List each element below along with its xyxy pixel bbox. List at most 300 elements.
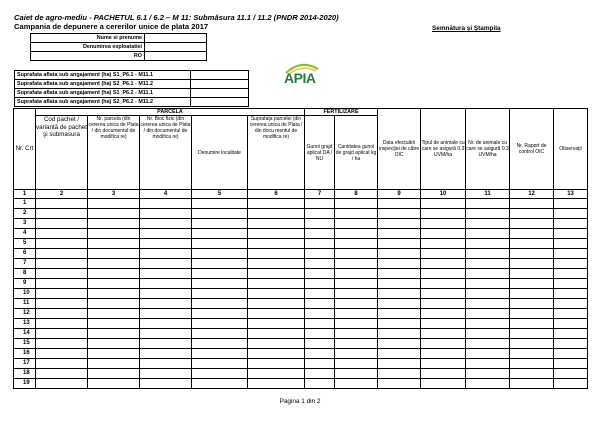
table-cell[interactable] [88,319,140,329]
table-cell[interactable] [510,199,554,209]
table-cell[interactable] [248,219,305,229]
table-cell[interactable] [554,229,588,239]
table-cell[interactable] [421,279,466,289]
table-cell[interactable] [140,259,192,269]
table-cell[interactable] [466,269,510,279]
table-row [14,319,588,329]
table-cell[interactable] [335,309,378,319]
table-cell[interactable] [192,359,248,369]
table-cell[interactable] [466,209,510,219]
table-row [14,209,588,219]
table-cell[interactable] [305,209,335,219]
row-number: 7 [14,259,36,269]
table-cell[interactable] [36,249,88,259]
table-cell[interactable] [335,319,378,329]
ro-field[interactable] [145,52,207,61]
table-cell[interactable] [378,249,421,259]
column-number: 3 [88,190,140,199]
table-cell[interactable] [421,239,466,249]
table-cell[interactable] [378,319,421,329]
table-cell[interactable] [335,219,378,229]
table-cell[interactable] [510,279,554,289]
table-cell[interactable] [335,289,378,299]
table-cell[interactable] [305,339,335,349]
table-cell[interactable] [421,329,466,339]
table-cell[interactable] [466,229,510,239]
surface-field[interactable] [191,89,249,98]
table-cell[interactable] [305,319,335,329]
table-cell[interactable] [510,369,554,379]
table-cell[interactable] [466,279,510,289]
table-cell[interactable] [510,219,554,229]
table-cell[interactable] [36,349,88,359]
table-cell[interactable] [378,359,421,369]
table-cell[interactable] [305,249,335,259]
surface-label: Suprafata aflata sub angajament (ha) S2_P6.2 - M11.2 [15,98,191,107]
table-cell[interactable] [554,299,588,309]
table-cell[interactable] [378,229,421,239]
table-cell[interactable] [88,309,140,319]
table-cell[interactable] [554,289,588,299]
table-cell[interactable] [36,299,88,309]
table-row [14,199,588,209]
table-cell[interactable] [554,219,588,229]
row-number: 19 [14,379,36,389]
table-cell[interactable] [140,249,192,259]
table-cell[interactable] [88,229,140,239]
table-row [14,289,588,299]
table-cell[interactable] [248,249,305,259]
table-cell[interactable] [335,259,378,269]
table-cell[interactable] [192,279,248,289]
table-cell[interactable] [335,229,378,239]
table-cell[interactable] [88,339,140,349]
table-cell[interactable] [36,379,88,389]
row-number: 15 [14,339,36,349]
table-row [14,329,588,339]
table-cell[interactable] [88,249,140,259]
table-cell[interactable] [335,299,378,309]
table-cell[interactable] [335,369,378,379]
table-cell[interactable] [378,239,421,249]
table-cell[interactable] [305,259,335,269]
table-cell[interactable] [88,379,140,389]
table-cell[interactable] [248,379,305,389]
table-cell[interactable] [140,269,192,279]
table-cell[interactable] [192,349,248,359]
table-cell[interactable] [378,329,421,339]
farm-name-field[interactable] [145,43,207,52]
table-cell[interactable] [140,289,192,299]
table-cell[interactable] [140,349,192,359]
table-cell[interactable] [305,349,335,359]
table-row [14,239,588,249]
table-cell[interactable] [466,339,510,349]
table-cell[interactable] [36,259,88,269]
document-title: Caiet de agro-mediu - PACHETUL 6.1 / 6.2 – M 11: Submăsura 11.1 / 11.2 (PNDR 2014-2020) [14,13,339,22]
logo-text: APIA [284,70,316,86]
table-cell[interactable] [305,309,335,319]
farmer-info-table [14,33,207,61]
surface-field[interactable] [191,98,249,107]
table-cell[interactable] [36,239,88,249]
table-row [14,339,588,349]
table-cell[interactable] [36,339,88,349]
table-cell[interactable] [378,219,421,229]
table-cell[interactable] [140,219,192,229]
table-cell[interactable] [140,229,192,239]
table-row [14,379,588,389]
table-cell[interactable] [248,259,305,269]
table-cell[interactable] [248,319,305,329]
table-cell[interactable] [466,349,510,359]
table-cell[interactable] [554,239,588,249]
column-header: Denumire localitate [192,116,248,190]
table-cell[interactable] [554,349,588,359]
table-cell[interactable] [510,319,554,329]
signature-label: Semnătura şi Ştampila [432,25,501,32]
table-cell[interactable] [248,299,305,309]
table-cell[interactable] [421,319,466,329]
table-cell[interactable] [248,369,305,379]
column-number: 1 [14,190,36,199]
table-cell[interactable] [335,379,378,389]
table-cell[interactable] [88,219,140,229]
table-cell[interactable] [466,199,510,209]
table-cell[interactable] [421,219,466,229]
table-cell[interactable] [36,279,88,289]
column-number: 8 [335,190,378,199]
table-cell[interactable] [140,239,192,249]
table-cell[interactable] [36,269,88,279]
table-cell[interactable] [36,319,88,329]
table-cell[interactable] [421,369,466,379]
table-cell[interactable] [305,359,335,369]
table-cell[interactable] [466,379,510,389]
table-row [14,299,588,309]
surface-label: Suprafata aflata sub angajament (ha) S2_P6.1 - M11.2 [15,80,191,89]
table-cell[interactable] [554,339,588,349]
table-cell[interactable] [421,199,466,209]
table-cell[interactable] [305,239,335,249]
table-cell[interactable] [248,239,305,249]
table-cell[interactable] [378,269,421,279]
table-row [14,229,588,239]
row-number: 16 [14,349,36,359]
table-cell[interactable] [378,259,421,269]
column-header: Tipul de animale cu care se asigură 0.3 UVM/ha [421,109,466,190]
table-cell[interactable] [510,229,554,239]
table-cell[interactable] [554,369,588,379]
table-cell[interactable] [335,279,378,289]
table-cell[interactable] [335,359,378,369]
table-cell[interactable] [140,359,192,369]
table-cell[interactable] [335,239,378,249]
table-cell[interactable] [192,249,248,259]
table-cell[interactable] [510,289,554,299]
column-header: Nr. de animale cu care se asigură 0.3 UVM/ha [466,109,510,190]
table-cell[interactable] [140,209,192,219]
table-cell[interactable] [510,259,554,269]
table-cell[interactable] [554,359,588,369]
table-cell[interactable] [192,269,248,279]
table-row [14,359,588,369]
table-cell[interactable] [140,329,192,339]
table-cell[interactable] [192,369,248,379]
table-cell[interactable] [378,299,421,309]
table-cell[interactable] [248,209,305,219]
table-cell[interactable] [335,269,378,279]
table-cell[interactable] [248,229,305,239]
table-cell[interactable] [335,209,378,219]
table-cell[interactable] [421,309,466,319]
table-cell[interactable] [88,369,140,379]
table-cell[interactable] [192,289,248,299]
table-cell[interactable] [248,339,305,349]
table-cell[interactable] [378,279,421,289]
table-cell[interactable] [140,309,192,319]
row-number: 3 [14,219,36,229]
table-cell[interactable] [510,309,554,319]
table-cell[interactable] [36,229,88,239]
row-number: 10 [14,289,36,299]
apia-logo [280,57,322,95]
table-cell[interactable] [305,299,335,309]
table-cell[interactable] [36,219,88,229]
table-cell[interactable] [421,269,466,279]
group-header-fertilizare: FERTILIZARE [305,109,378,116]
table-cell[interactable] [248,349,305,359]
table-cell[interactable] [421,249,466,259]
table-cell[interactable] [36,199,88,209]
column-header: Nr. parcela (din cererea unica de Plata / din documentul de modifica re) [88,116,140,190]
table-cell[interactable] [510,239,554,249]
table-cell[interactable] [466,289,510,299]
table-cell[interactable] [248,329,305,339]
table-cell[interactable] [36,309,88,319]
table-cell[interactable] [466,309,510,319]
table-cell[interactable] [554,329,588,339]
table-cell[interactable] [192,309,248,319]
table-row [14,369,588,379]
column-header: Data efectuării inspecţiei de către OIC [378,109,421,190]
table-cell[interactable] [510,329,554,339]
table-row [14,259,588,269]
table-cell[interactable] [140,199,192,209]
table-cell[interactable] [554,269,588,279]
records-table [13,108,588,389]
table-cell[interactable] [305,289,335,299]
table-cell[interactable] [510,349,554,359]
table-cell[interactable] [421,259,466,269]
table-cell[interactable] [88,359,140,369]
table-cell[interactable] [88,329,140,339]
column-header: Cantitatea gunoi de grajd aplicat kg / ha [335,116,378,190]
table-cell[interactable] [36,289,88,299]
group-header-parcela: PARCELA [36,109,305,116]
table-cell[interactable] [421,349,466,359]
table-cell[interactable] [421,359,466,369]
table-cell[interactable] [466,329,510,339]
column-number: 13 [554,190,588,199]
table-cell[interactable] [88,269,140,279]
table-cell[interactable] [335,339,378,349]
table-cell[interactable] [88,239,140,249]
table-cell[interactable] [192,379,248,389]
column-header: Nr. Crt [14,109,36,190]
column-number: 11 [466,190,510,199]
table-cell[interactable] [335,329,378,339]
row-number: 14 [14,329,36,339]
table-cell[interactable] [466,299,510,309]
table-cell[interactable] [192,259,248,269]
table-cell[interactable] [554,209,588,219]
table-cell[interactable] [192,219,248,229]
column-header: Cod pachet / variantă de pachet şi submasura [36,116,88,190]
table-cell[interactable] [36,209,88,219]
surface-label: Suprafata aflata sub angajament (ha) S1_P6.1 - M11.1 [15,71,191,80]
table-cell[interactable] [140,299,192,309]
table-cell[interactable] [305,269,335,279]
table-cell[interactable] [248,359,305,369]
table-cell[interactable] [248,269,305,279]
table-cell[interactable] [305,229,335,239]
table-cell[interactable] [305,279,335,289]
table-cell[interactable] [248,309,305,319]
table-cell[interactable] [192,329,248,339]
table-cell[interactable] [510,299,554,309]
row-number: 11 [14,299,36,309]
table-cell[interactable] [466,219,510,229]
table-cell[interactable] [421,229,466,239]
column-header: Suprafaţa parcelei (din cererea unica de Plata / din docu mentul de modifica re) [248,116,305,190]
table-cell[interactable] [554,379,588,389]
table-cell[interactable] [421,299,466,309]
table-cell[interactable] [192,209,248,219]
table-cell[interactable] [305,219,335,229]
table-cell[interactable] [305,329,335,339]
column-number: 7 [305,190,335,199]
table-cell[interactable] [378,379,421,389]
table-cell[interactable] [140,319,192,329]
table-cell[interactable] [248,289,305,299]
table-cell[interactable] [421,209,466,219]
table-cell[interactable] [140,339,192,349]
column-number: 5 [192,190,248,199]
table-cell[interactable] [466,249,510,259]
table-cell[interactable] [192,239,248,249]
table-cell[interactable] [192,319,248,329]
table-row [14,269,588,279]
table-cell[interactable] [305,369,335,379]
table-cell[interactable] [140,369,192,379]
table-cell[interactable] [248,279,305,289]
table-cell[interactable] [140,379,192,389]
table-cell[interactable] [378,309,421,319]
table-cell[interactable] [88,289,140,299]
table-cell[interactable] [510,339,554,349]
table-cell[interactable] [36,359,88,369]
column-header: Observaţii [554,109,588,190]
table-cell[interactable] [335,349,378,359]
table-cell[interactable] [36,369,88,379]
table-cell[interactable] [554,199,588,209]
table-cell[interactable] [378,209,421,219]
table-cell[interactable] [192,199,248,209]
row-number: 8 [14,269,36,279]
row-number: 2 [14,209,36,219]
name-field[interactable] [145,34,207,43]
table-row [14,279,588,289]
table-cell[interactable] [466,369,510,379]
table-cell[interactable] [466,359,510,369]
table-cell[interactable] [192,229,248,239]
table-cell[interactable] [192,339,248,349]
row-number: 5 [14,239,36,249]
surface-field[interactable] [191,71,249,80]
row-number: 17 [14,359,36,369]
ro-label: RO [31,52,145,61]
surface-label: Suprafata aflata sub angajament (ha) S1_P6.2 - M11.1 [15,89,191,98]
table-cell[interactable] [510,379,554,389]
row-number: 9 [14,279,36,289]
table-row [14,349,588,359]
table-cell[interactable] [248,199,305,209]
row-number: 18 [14,369,36,379]
table-cell[interactable] [36,329,88,339]
table-cell[interactable] [378,349,421,359]
table-cell[interactable] [88,299,140,309]
table-cell[interactable] [192,299,248,309]
table-cell[interactable] [554,279,588,289]
table-cell[interactable] [140,279,192,289]
column-header: Nr. Raport de control OIC [510,109,554,190]
table-cell[interactable] [554,249,588,259]
table-cell[interactable] [88,349,140,359]
table-cell[interactable] [510,209,554,219]
table-cell[interactable] [466,259,510,269]
column-number: 4 [140,190,192,199]
table-cell[interactable] [335,249,378,259]
table-cell[interactable] [466,319,510,329]
table-cell[interactable] [305,379,335,389]
column-number: 2 [36,190,88,199]
table-cell[interactable] [305,199,335,209]
table-cell[interactable] [421,289,466,299]
surface-field[interactable] [191,80,249,89]
table-cell[interactable] [378,369,421,379]
table-cell[interactable] [421,379,466,389]
table-cell[interactable] [510,359,554,369]
table-cell[interactable] [88,209,140,219]
table-cell[interactable] [335,199,378,209]
column-number: 10 [421,190,466,199]
table-cell[interactable] [378,289,421,299]
table-cell[interactable] [510,249,554,259]
table-cell[interactable] [554,259,588,269]
table-cell[interactable] [554,319,588,329]
table-cell[interactable] [88,259,140,269]
page-footer: Pagina 1 din 2 [279,398,321,405]
table-cell[interactable] [88,279,140,289]
table-cell[interactable] [421,339,466,349]
table-cell[interactable] [378,199,421,209]
table-cell[interactable] [466,239,510,249]
table-cell[interactable] [378,339,421,349]
table-cell[interactable] [88,199,140,209]
table-cell[interactable] [554,309,588,319]
table-cell[interactable] [510,269,554,279]
